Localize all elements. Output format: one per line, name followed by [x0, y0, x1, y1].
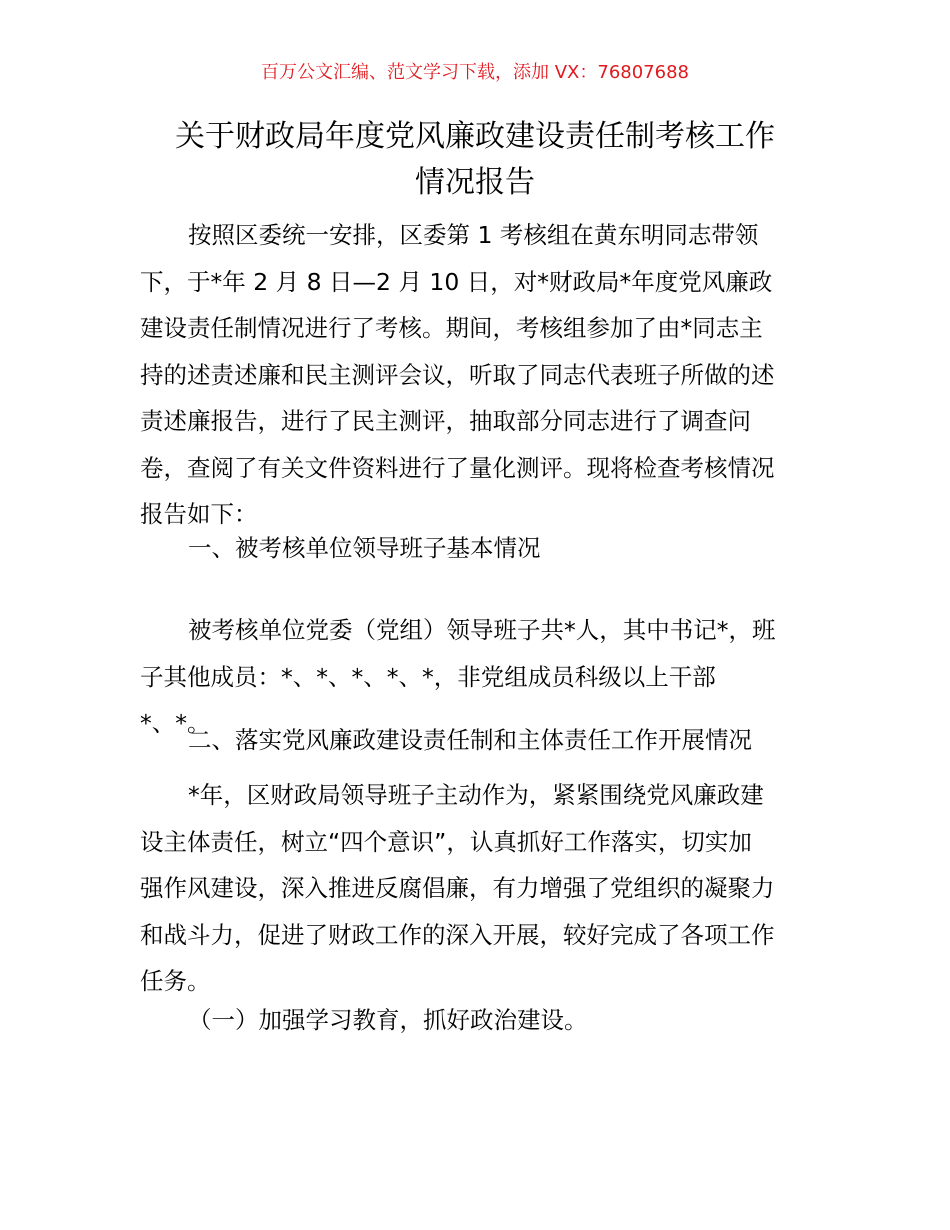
text-line: 被考核单位党委（党组）领导班子共*人，其中书记*，班: [188, 616, 776, 644]
text-line: 持的述责述廉和民主测评会议，听取了同志代表班子所做的述: [140, 360, 775, 389]
text-line: *、*。: [140, 709, 211, 737]
text-line: 任务。: [140, 967, 211, 995]
watermark-banner: 百万公文汇编、范文学习下载，添加 VX：76807688: [261, 62, 689, 83]
text-line: 下，于*年 2 月 8 日—2 月 10 日，对*财政局*年度党风廉政: [140, 267, 773, 296]
text-line: 卷，查阅了有关文件资料进行了量化测评。现将检查考核情况: [140, 453, 775, 482]
text-line: 建设责任制情况进行了考核。期间，考核组参加了由*同志主: [140, 314, 763, 342]
text-line: *年，区财政局领导班子主动作为，紧紧围绕党风廉政建: [188, 781, 764, 809]
text-line: 按照区委统一安排，区委第 1 考核组在黄东明同志带领: [188, 221, 759, 249]
text-line: 报告如下：: [140, 500, 258, 528]
text-line: 责述廉报告，进行了民主测评，抽取部分同志进行了调查问: [140, 407, 751, 435]
heading-text: （一）加强学习教育，抓好政治建设。: [188, 1006, 588, 1034]
text-line: 强作风建设，深入推进反腐倡廉，有力增强了党组织的凝聚力: [140, 874, 775, 902]
section-heading-3: [140, 997, 820, 1044]
text-line: 子其他成员：*、*、*、*、*，非党组成员科级以上干部: [140, 662, 716, 691]
section-heading-1: [140, 525, 820, 572]
title-line: 情况报告: [415, 165, 535, 200]
section-heading-2: [140, 717, 820, 764]
heading-text: 一、被考核单位领导班子基本情况: [188, 534, 541, 562]
document-title: [0, 114, 950, 206]
title-line: 关于财政局年度党风廉政建设责任制考核工作: [175, 119, 775, 154]
text-line: 和战斗力，促进了财政工作的深入开展，较好完成了各项工作: [140, 920, 775, 949]
text-line: 设主体责任，树立“四个意识”，认真抓好工作落实，切实加: [140, 827, 752, 856]
paragraph-summary: [140, 772, 820, 1005]
heading-text: 二、落实党风廉政建设责任制和主体责任工作开展情况: [188, 726, 752, 754]
paragraph-intro: [140, 212, 820, 538]
